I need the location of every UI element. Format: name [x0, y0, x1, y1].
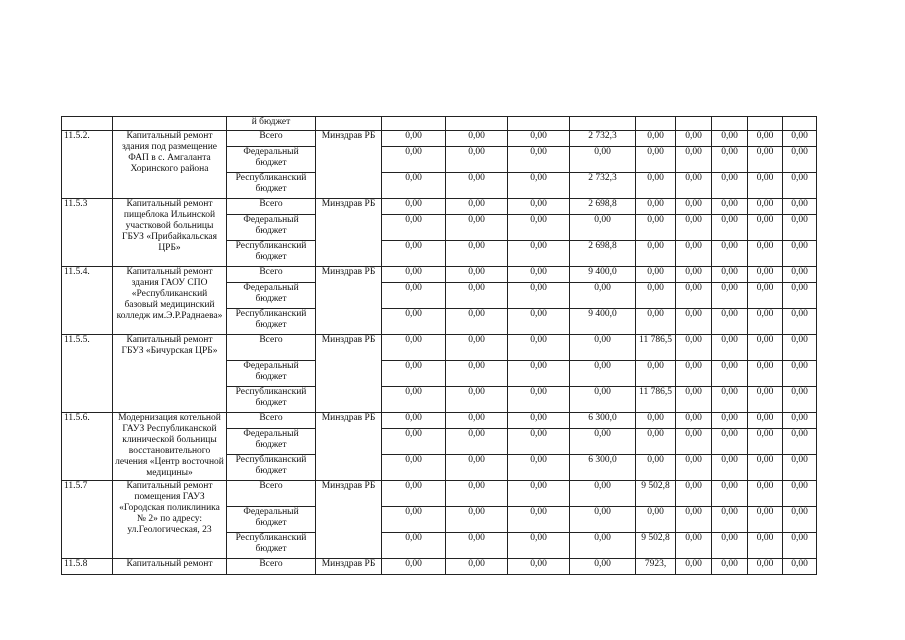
amount-cell: 0,00 — [712, 361, 748, 387]
funding-source-cell: Федеральный бюджет — [227, 283, 316, 309]
amount-cell: 0,00 — [783, 241, 817, 267]
amount-cell: 0,00 — [508, 429, 570, 455]
table-row — [62, 199, 817, 215]
executor-cell: Минздрав РБ — [316, 267, 382, 335]
amount-cell: 9 400,0 — [570, 309, 636, 335]
amount-cell: 9 400,0 — [570, 267, 636, 283]
amount-cell: 0,00 — [712, 481, 748, 507]
amount-cell: 0,00 — [712, 241, 748, 267]
amount-cell: 0,00 — [748, 147, 783, 173]
amount-cell: 0,00 — [712, 335, 748, 361]
amount-cell: 0,00 — [636, 455, 676, 481]
amount-cell: 0,00 — [748, 507, 783, 533]
amount-cell: 0,00 — [783, 507, 817, 533]
amount-cell: 0,00 — [636, 267, 676, 283]
funding-source-cell: Федеральный бюджет — [227, 147, 316, 173]
amount-cell: 0,00 — [636, 361, 676, 387]
amount-cell: 0,00 — [446, 147, 508, 173]
amount-cell: 0,00 — [508, 387, 570, 413]
amount-cell: 0,00 — [748, 481, 783, 507]
amount-cell: 0,00 — [748, 131, 783, 147]
amount-cell: 0,00 — [446, 507, 508, 533]
amount-cell: 0,00 — [712, 131, 748, 147]
amount-cell: 0,00 — [382, 507, 446, 533]
amount-cell: 0,00 — [382, 215, 446, 241]
amount-cell: 0,00 — [676, 215, 712, 241]
item-code-cell: 11.5.3 — [62, 199, 113, 267]
amount-cell: 0,00 — [748, 173, 783, 199]
amount-cell: 0,00 — [508, 267, 570, 283]
amount-cell: 0,00 — [636, 131, 676, 147]
amount-cell: 0,00 — [783, 559, 817, 575]
amount-cell: 0,00 — [636, 215, 676, 241]
funding-source-cell: Всего — [227, 199, 316, 215]
amount-cell: 0,00 — [712, 507, 748, 533]
amount-cell: 0,00 — [748, 215, 783, 241]
amount-cell: 0,00 — [783, 481, 817, 507]
executor-cell: Минздрав РБ — [316, 413, 382, 481]
item-code-cell: 11.5.7 — [62, 481, 113, 559]
amount-cell: 0,00 — [382, 173, 446, 199]
amount-cell: 0,00 — [382, 429, 446, 455]
amount-cell: 0,00 — [446, 455, 508, 481]
amount-cell: 0,00 — [570, 147, 636, 173]
funding-source-cell: Республиканский бюджет — [227, 387, 316, 413]
amount-cell: 0,00 — [382, 413, 446, 429]
funding-source-cell: Республиканский бюджет — [227, 533, 316, 559]
amount-cell: 0,00 — [676, 387, 712, 413]
table-row — [62, 413, 817, 429]
amount-cell: 0,00 — [748, 533, 783, 559]
funding-source-cell: Федеральный бюджет — [227, 429, 316, 455]
amount-cell: 2 732,3 — [570, 131, 636, 147]
amount-cell: 0,00 — [446, 387, 508, 413]
executor-cell: Минздрав РБ — [316, 481, 382, 559]
funding-source-cell: Республиканский бюджет — [227, 173, 316, 199]
amount-cell: 0,00 — [508, 241, 570, 267]
amount-cell: 0,00 — [676, 199, 712, 215]
amount-cell: 0,00 — [636, 507, 676, 533]
amount-cell: 0,00 — [508, 507, 570, 533]
amount-cell: 0,00 — [712, 215, 748, 241]
amount-cell: 0,00 — [382, 309, 446, 335]
amount-cell: 0,00 — [636, 199, 676, 215]
amount-cell: 2 698,8 — [570, 241, 636, 267]
amount-cell: 0,00 — [446, 131, 508, 147]
amount-cell: 0,00 — [676, 481, 712, 507]
amount-cell: 0,00 — [712, 533, 748, 559]
program-name-cell: Капитальный ремонт помещения ГАУЗ «Городская поликлиника № 2» по адресу: ул.Геологическая, 23 — [113, 481, 227, 559]
table-row — [62, 267, 817, 283]
program-name-cell: Капитальный ремонт ГБУЗ «Бичурская ЦРБ» — [113, 335, 227, 413]
funding-source-cell: Всего — [227, 413, 316, 429]
funding-source-cell: Федеральный бюджет — [227, 507, 316, 533]
funding-source-cell: Федеральный бюджет — [227, 361, 316, 387]
item-code-cell: 11.5.6. — [62, 413, 113, 481]
amount-cell: 0,00 — [508, 283, 570, 309]
funding-source-cell: й бюджет — [227, 117, 316, 131]
amount-cell: 0,00 — [446, 335, 508, 361]
amount-cell: 0,00 — [676, 507, 712, 533]
executor-cell: Минздрав РБ — [316, 131, 382, 199]
funding-source-cell: Всего — [227, 481, 316, 507]
amount-cell: 0,00 — [748, 455, 783, 481]
amount-cell: 0,00 — [508, 199, 570, 215]
amount-cell: 0,00 — [446, 413, 508, 429]
funding-source-cell: Федеральный бюджет — [227, 215, 316, 241]
amount-cell: 0,00 — [748, 559, 783, 575]
amount-cell: 0,00 — [636, 147, 676, 173]
amount-cell: 0,00 — [748, 309, 783, 335]
amount-cell: 0,00 — [676, 413, 712, 429]
amount-cell: 0,00 — [446, 283, 508, 309]
budget-table — [61, 116, 817, 575]
amount-cell: 0,00 — [382, 455, 446, 481]
amount-cell: 0,00 — [570, 429, 636, 455]
amount-cell: 0,00 — [712, 429, 748, 455]
amount-cell: 0,00 — [382, 199, 446, 215]
table-row — [62, 117, 817, 131]
amount-cell: 0,00 — [508, 455, 570, 481]
table-body — [62, 117, 817, 575]
amount-cell: 0,00 — [446, 173, 508, 199]
amount-cell: 0,00 — [676, 559, 712, 575]
table-row — [62, 481, 817, 507]
amount-cell: 0,00 — [382, 283, 446, 309]
amount-cell: 0,00 — [676, 455, 712, 481]
amount-cell: 0,00 — [446, 429, 508, 455]
amount-cell: 6 300,0 — [570, 455, 636, 481]
amount-cell: 0,00 — [748, 199, 783, 215]
program-name-cell: Капитальный ремонт здания под размещение ФАП в с. Амгаланта Хоринского района — [113, 131, 227, 199]
amount-cell: 0,00 — [382, 387, 446, 413]
amount-cell: 0,00 — [446, 215, 508, 241]
funding-source-cell: Республиканский бюджет — [227, 455, 316, 481]
amount-cell: 0,00 — [508, 481, 570, 507]
amount-cell: 0,00 — [570, 283, 636, 309]
amount-cell: 2 698,8 — [570, 199, 636, 215]
executor-cell: Минздрав РБ — [316, 559, 382, 575]
amount-cell: 0,00 — [783, 533, 817, 559]
amount-cell: 0,00 — [783, 413, 817, 429]
amount-cell: 0,00 — [382, 559, 446, 575]
amount-cell: 0,00 — [382, 533, 446, 559]
amount-cell: 0,00 — [636, 173, 676, 199]
funding-source-cell: Республиканский бюджет — [227, 309, 316, 335]
amount-cell: 0,00 — [783, 215, 817, 241]
amount-cell: 0,00 — [446, 309, 508, 335]
amount-cell: 0,00 — [508, 559, 570, 575]
amount-cell: 0,00 — [382, 131, 446, 147]
amount-cell: 11 786,5 — [636, 387, 676, 413]
amount-cell: 0,00 — [508, 215, 570, 241]
amount-cell: 11 786,5 — [636, 335, 676, 361]
amount-cell: 0,00 — [446, 361, 508, 387]
amount-cell: 0,00 — [676, 147, 712, 173]
amount-cell: 0,00 — [783, 131, 817, 147]
amount-cell: 0,00 — [748, 429, 783, 455]
amount-cell: 0,00 — [636, 413, 676, 429]
amount-cell: 0,00 — [712, 413, 748, 429]
amount-cell: 0,00 — [382, 361, 446, 387]
amount-cell: 0,00 — [636, 429, 676, 455]
item-code-cell: 11.5.8 — [62, 559, 113, 575]
amount-cell: 0,00 — [676, 533, 712, 559]
amount-cell: 0,00 — [676, 429, 712, 455]
executor-cell: Минздрав РБ — [316, 199, 382, 267]
amount-cell: 0,00 — [446, 199, 508, 215]
funding-source-cell: Республиканский бюджет — [227, 241, 316, 267]
amount-cell: 9 502,8 — [636, 481, 676, 507]
table-row — [62, 335, 817, 361]
program-name-cell: Капитальный ремонт — [113, 559, 227, 575]
amount-cell: 0,00 — [748, 267, 783, 283]
amount-cell: 0,00 — [382, 267, 446, 283]
amount-cell: 0,00 — [676, 241, 712, 267]
amount-cell: 0,00 — [712, 267, 748, 283]
amount-cell: 0,00 — [712, 387, 748, 413]
amount-cell: 0,00 — [636, 283, 676, 309]
table-row — [62, 559, 817, 575]
amount-cell: 0,00 — [570, 507, 636, 533]
amount-cell: 0,00 — [712, 309, 748, 335]
amount-cell: 0,00 — [748, 241, 783, 267]
amount-cell: 0,00 — [636, 309, 676, 335]
amount-cell: 0,00 — [748, 413, 783, 429]
amount-cell: 0,00 — [382, 147, 446, 173]
amount-cell: 0,00 — [446, 533, 508, 559]
amount-cell: 0,00 — [508, 147, 570, 173]
amount-cell: 0,00 — [446, 267, 508, 283]
amount-cell: 0,00 — [783, 147, 817, 173]
amount-cell: 6 300,0 — [570, 413, 636, 429]
amount-cell: 0,00 — [508, 173, 570, 199]
amount-cell: 0,00 — [570, 387, 636, 413]
amount-cell: 0,00 — [783, 199, 817, 215]
funding-source-cell: Всего — [227, 131, 316, 147]
amount-cell: 9 502,8 — [636, 533, 676, 559]
amount-cell: 0,00 — [446, 241, 508, 267]
amount-cell: 0,00 — [570, 533, 636, 559]
funding-source-cell: Всего — [227, 559, 316, 575]
amount-cell: 0,00 — [676, 131, 712, 147]
amount-cell: 0,00 — [570, 559, 636, 575]
amount-cell: 0,00 — [382, 481, 446, 507]
amount-cell: 0,00 — [382, 241, 446, 267]
amount-cell: 0,00 — [676, 267, 712, 283]
amount-cell: 0,00 — [748, 335, 783, 361]
amount-cell: 0,00 — [783, 429, 817, 455]
amount-cell: 0,00 — [783, 335, 817, 361]
amount-cell: 0,00 — [783, 361, 817, 387]
amount-cell: 0,00 — [676, 283, 712, 309]
table-row — [62, 131, 817, 147]
amount-cell: 0,00 — [748, 283, 783, 309]
amount-cell: 0,00 — [712, 455, 748, 481]
amount-cell: 0,00 — [570, 481, 636, 507]
amount-cell: 2 732,3 — [570, 173, 636, 199]
amount-cell: 0,00 — [508, 335, 570, 361]
amount-cell: 0,00 — [783, 455, 817, 481]
amount-cell: 0,00 — [446, 481, 508, 507]
program-name-cell: Модернизация котельной ГАУЗ Республиканской клинической больницы восстановительного лечения «Центр восточной медицины» — [113, 413, 227, 481]
amount-cell: 0,00 — [748, 361, 783, 387]
funding-source-cell: Всего — [227, 335, 316, 361]
amount-cell: 0,00 — [382, 335, 446, 361]
item-code-cell: 11.5.4. — [62, 267, 113, 335]
item-code-cell: 11.5.2. — [62, 131, 113, 199]
item-code-cell: 11.5.5. — [62, 335, 113, 413]
amount-cell: 0,00 — [508, 413, 570, 429]
amount-cell: 0,00 — [676, 335, 712, 361]
amount-cell: 0,00 — [636, 241, 676, 267]
amount-cell: 0,00 — [508, 131, 570, 147]
amount-cell: 0,00 — [676, 361, 712, 387]
amount-cell: 0,00 — [783, 387, 817, 413]
amount-cell: 0,00 — [570, 335, 636, 361]
amount-cell: 0,00 — [783, 267, 817, 283]
amount-cell: 0,00 — [748, 387, 783, 413]
amount-cell: 0,00 — [508, 533, 570, 559]
amount-cell: 0,00 — [570, 361, 636, 387]
executor-cell: Минздрав РБ — [316, 335, 382, 413]
amount-cell: 0,00 — [676, 309, 712, 335]
amount-cell: 0,00 — [570, 215, 636, 241]
amount-cell: 0,00 — [676, 173, 712, 199]
amount-cell: 0,00 — [508, 309, 570, 335]
amount-cell: 0,00 — [783, 173, 817, 199]
amount-cell: 0,00 — [712, 283, 748, 309]
funding-source-cell: Всего — [227, 267, 316, 283]
amount-cell: 0,00 — [783, 309, 817, 335]
amount-cell: 0,00 — [712, 147, 748, 173]
amount-cell: 0,00 — [712, 559, 748, 575]
program-name-cell: Капитальный ремонт здания ГАОУ СПО «Республиканский базовый медицинский колледж им.Э.Р.Раднаева» — [113, 267, 227, 335]
amount-cell: 0,00 — [712, 199, 748, 215]
amount-cell: 0,00 — [508, 361, 570, 387]
amount-cell: 7923, — [636, 559, 676, 575]
amount-cell: 0,00 — [783, 283, 817, 309]
amount-cell: 0,00 — [712, 173, 748, 199]
program-name-cell: Капитальный ремонт пищеблока Ильинской участковой больницы ГБУЗ «Прибайкальская ЦРБ» — [113, 199, 227, 267]
amount-cell: 0,00 — [446, 559, 508, 575]
